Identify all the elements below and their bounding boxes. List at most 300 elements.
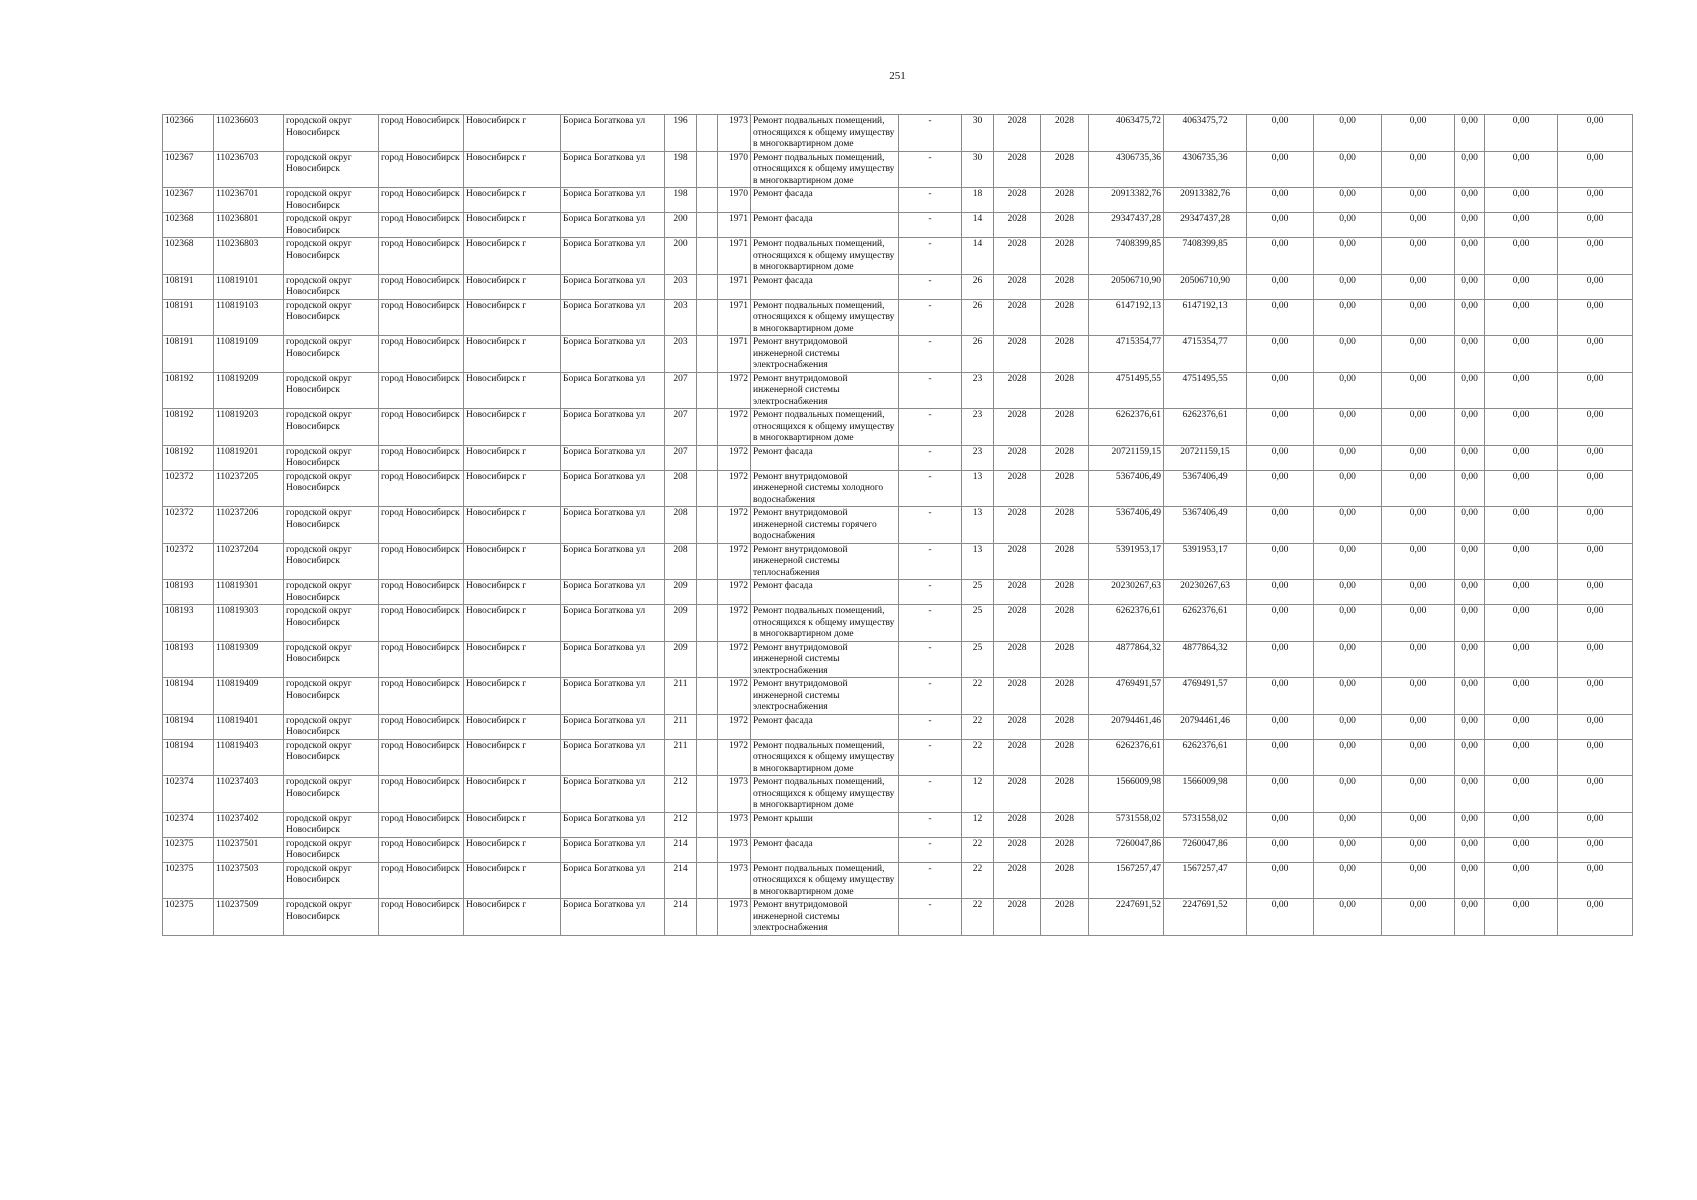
amount-cell: 0,00: [1382, 714, 1455, 739]
table-row: [163, 372, 1633, 409]
planned-year-start-cell: 2028: [994, 470, 1041, 507]
settlement-cell: город Новосибирск: [379, 543, 464, 580]
cost-sum-cell: 5391953,17: [1164, 543, 1247, 580]
house-number-cell: 198: [665, 188, 697, 213]
total-cost-cell: 5731558,02: [1089, 812, 1164, 837]
street-cell: Бориса Богаткова ул: [561, 543, 665, 580]
amount-cell: 0,00: [1485, 470, 1558, 507]
amount-cell: 0,00: [1558, 151, 1633, 188]
district-cell: городской округ Новосибирск: [284, 899, 379, 936]
cost-sum-cell: 7260047,86: [1164, 837, 1247, 862]
settlement-cell: город Новосибирск: [379, 714, 464, 739]
building-cell: [697, 641, 718, 678]
table-row: [163, 507, 1633, 544]
planned-year-end-cell: 2028: [1041, 714, 1089, 739]
dash-cell: -: [899, 776, 962, 813]
work-type-cell: Ремонт подвальных помещений, относящихся к общему имуществу в многоквартирном доме: [751, 776, 899, 813]
amount-cell: 0,00: [1485, 543, 1558, 580]
register-table: [162, 114, 1633, 936]
amount-cell: 0,00: [1558, 445, 1633, 470]
amount-cell: 0,00: [1314, 899, 1382, 936]
construction-year-cell: 1972: [718, 739, 751, 776]
table-row: [163, 336, 1633, 373]
amount-cell: 0,00: [1558, 213, 1633, 238]
count-cell: 26: [962, 299, 994, 336]
planned-year-end-cell: 2028: [1041, 678, 1089, 715]
amount-cell: 0,00: [1314, 678, 1382, 715]
construction-year-cell: 1973: [718, 837, 751, 862]
dash-cell: -: [899, 336, 962, 373]
amount-cell: 0,00: [1247, 605, 1314, 642]
city-cell: Новосибирск г: [464, 605, 561, 642]
construction-year-cell: 1971: [718, 336, 751, 373]
district-cell: городской округ Новосибирск: [284, 213, 379, 238]
total-cost-cell: 4877864,32: [1089, 641, 1164, 678]
settlement-cell: город Новосибирск: [379, 641, 464, 678]
code-cell: 110819203: [214, 409, 284, 446]
amount-cell: 0,00: [1558, 812, 1633, 837]
building-cell: [697, 115, 718, 152]
cost-sum-cell: 20794461,46: [1164, 714, 1247, 739]
planned-year-end-cell: 2028: [1041, 299, 1089, 336]
dash-cell: -: [899, 812, 962, 837]
construction-year-cell: 1970: [718, 188, 751, 213]
house-number-cell: 211: [665, 714, 697, 739]
planned-year-end-cell: 2028: [1041, 274, 1089, 299]
settlement-cell: город Новосибирск: [379, 837, 464, 862]
id-cell: 102372: [163, 470, 214, 507]
amount-cell: 0,00: [1558, 899, 1633, 936]
total-cost-cell: 4751495,55: [1089, 372, 1164, 409]
planned-year-end-cell: 2028: [1041, 641, 1089, 678]
planned-year-start-cell: 2028: [994, 445, 1041, 470]
work-type-cell: Ремонт подвальных помещений, относящихся к общему имуществу в многоквартирном доме: [751, 151, 899, 188]
dash-cell: -: [899, 678, 962, 715]
construction-year-cell: 1972: [718, 641, 751, 678]
amount-cell: 0,00: [1247, 372, 1314, 409]
amount-cell: 0,00: [1382, 543, 1455, 580]
amount-cell: 0,00: [1382, 213, 1455, 238]
district-cell: городской округ Новосибирск: [284, 739, 379, 776]
count-cell: 13: [962, 543, 994, 580]
dash-cell: -: [899, 238, 962, 275]
amount-cell: 0,00: [1247, 776, 1314, 813]
street-cell: Бориса Богаткова ул: [561, 238, 665, 275]
amount-cell: 0,00: [1485, 678, 1558, 715]
total-cost-cell: 7260047,86: [1089, 837, 1164, 862]
count-cell: 25: [962, 641, 994, 678]
code-cell: 110237509: [214, 899, 284, 936]
dash-cell: -: [899, 605, 962, 642]
code-cell: 110819409: [214, 678, 284, 715]
construction-year-cell: 1972: [718, 714, 751, 739]
house-number-cell: 212: [665, 776, 697, 813]
cost-sum-cell: 6262376,61: [1164, 739, 1247, 776]
id-cell: 102368: [163, 213, 214, 238]
amount-cell: 0,00: [1558, 641, 1633, 678]
amount-cell: 0,00: [1382, 580, 1455, 605]
work-type-cell: Ремонт внутридомовой инженерной системы электроснабжения: [751, 899, 899, 936]
city-cell: Новосибирск г: [464, 739, 561, 776]
amount-cell: 0,00: [1247, 238, 1314, 275]
construction-year-cell: 1973: [718, 862, 751, 899]
amount-cell: 0,00: [1247, 641, 1314, 678]
planned-year-end-cell: 2028: [1041, 238, 1089, 275]
table-row: [163, 188, 1633, 213]
table-row: [163, 899, 1633, 936]
house-number-cell: 203: [665, 274, 697, 299]
cost-sum-cell: 7408399,85: [1164, 238, 1247, 275]
total-cost-cell: 7408399,85: [1089, 238, 1164, 275]
amount-cell: 0,00: [1485, 899, 1558, 936]
amount-cell: 0,00: [1382, 641, 1455, 678]
amount-cell: 0,00: [1314, 605, 1382, 642]
city-cell: Новосибирск г: [464, 299, 561, 336]
amount-cell: 0,00: [1382, 605, 1455, 642]
total-cost-cell: 6262376,61: [1089, 605, 1164, 642]
construction-year-cell: 1971: [718, 213, 751, 238]
amount-cell: 0,00: [1558, 605, 1633, 642]
code-cell: 110819209: [214, 372, 284, 409]
amount-cell: 0,00: [1247, 507, 1314, 544]
amount-cell: 0,00: [1455, 605, 1485, 642]
dash-cell: -: [899, 862, 962, 899]
amount-cell: 0,00: [1314, 837, 1382, 862]
amount-cell: 0,00: [1314, 274, 1382, 299]
code-cell: 110819103: [214, 299, 284, 336]
amount-cell: 0,00: [1247, 409, 1314, 446]
amount-cell: 0,00: [1382, 188, 1455, 213]
planned-year-end-cell: 2028: [1041, 409, 1089, 446]
count-cell: 25: [962, 580, 994, 605]
cost-sum-cell: 6262376,61: [1164, 409, 1247, 446]
settlement-cell: город Новосибирск: [379, 409, 464, 446]
street-cell: Бориса Богаткова ул: [561, 372, 665, 409]
work-type-cell: Ремонт фасада: [751, 188, 899, 213]
work-type-cell: Ремонт подвальных помещений, относящихся к общему имуществу в многоквартирном доме: [751, 739, 899, 776]
city-cell: Новосибирск г: [464, 115, 561, 152]
work-type-cell: Ремонт подвальных помещений, относящихся к общему имуществу в многоквартирном доме: [751, 238, 899, 275]
planned-year-start-cell: 2028: [994, 507, 1041, 544]
cost-sum-cell: 4877864,32: [1164, 641, 1247, 678]
amount-cell: 0,00: [1485, 641, 1558, 678]
amount-cell: 0,00: [1558, 862, 1633, 899]
building-cell: [697, 837, 718, 862]
count-cell: 22: [962, 899, 994, 936]
amount-cell: 0,00: [1485, 115, 1558, 152]
amount-cell: 0,00: [1455, 837, 1485, 862]
amount-cell: 0,00: [1558, 580, 1633, 605]
construction-year-cell: 1973: [718, 776, 751, 813]
dash-cell: -: [899, 213, 962, 238]
work-type-cell: Ремонт подвальных помещений, относящихся к общему имуществу в многоквартирном доме: [751, 299, 899, 336]
house-number-cell: 214: [665, 837, 697, 862]
planned-year-start-cell: 2028: [994, 739, 1041, 776]
id-cell: 102368: [163, 238, 214, 275]
count-cell: 22: [962, 837, 994, 862]
amount-cell: 0,00: [1558, 238, 1633, 275]
settlement-cell: город Новосибирск: [379, 274, 464, 299]
building-cell: [697, 188, 718, 213]
amount-cell: 0,00: [1455, 776, 1485, 813]
house-number-cell: 209: [665, 641, 697, 678]
house-number-cell: 203: [665, 299, 697, 336]
building-cell: [697, 812, 718, 837]
house-number-cell: 209: [665, 580, 697, 605]
table-row: [163, 409, 1633, 446]
amount-cell: 0,00: [1382, 372, 1455, 409]
total-cost-cell: 4063475,72: [1089, 115, 1164, 152]
street-cell: Бориса Богаткова ул: [561, 470, 665, 507]
count-cell: 14: [962, 238, 994, 275]
table-row: [163, 641, 1633, 678]
city-cell: Новосибирск г: [464, 899, 561, 936]
house-number-cell: 196: [665, 115, 697, 152]
city-cell: Новосибирск г: [464, 274, 561, 299]
amount-cell: 0,00: [1558, 470, 1633, 507]
amount-cell: 0,00: [1455, 739, 1485, 776]
planned-year-start-cell: 2028: [994, 605, 1041, 642]
table-row: [163, 714, 1633, 739]
amount-cell: 0,00: [1247, 336, 1314, 373]
amount-cell: 0,00: [1314, 409, 1382, 446]
dash-cell: -: [899, 543, 962, 580]
settlement-cell: город Новосибирск: [379, 445, 464, 470]
dash-cell: -: [899, 580, 962, 605]
settlement-cell: город Новосибирск: [379, 238, 464, 275]
id-cell: 108194: [163, 678, 214, 715]
code-cell: 110237206: [214, 507, 284, 544]
dash-cell: -: [899, 837, 962, 862]
planned-year-start-cell: 2028: [994, 678, 1041, 715]
house-number-cell: 200: [665, 213, 697, 238]
count-cell: 12: [962, 812, 994, 837]
amount-cell: 0,00: [1247, 470, 1314, 507]
amount-cell: 0,00: [1382, 507, 1455, 544]
id-cell: 108194: [163, 714, 214, 739]
house-number-cell: 208: [665, 543, 697, 580]
code-cell: 110819309: [214, 641, 284, 678]
amount-cell: 0,00: [1558, 274, 1633, 299]
amount-cell: 0,00: [1382, 862, 1455, 899]
district-cell: городской округ Новосибирск: [284, 299, 379, 336]
amount-cell: 0,00: [1485, 372, 1558, 409]
planned-year-end-cell: 2028: [1041, 507, 1089, 544]
amount-cell: 0,00: [1455, 238, 1485, 275]
id-cell: 108192: [163, 445, 214, 470]
total-cost-cell: 6262376,61: [1089, 739, 1164, 776]
amount-cell: 0,00: [1558, 776, 1633, 813]
building-cell: [697, 238, 718, 275]
amount-cell: 0,00: [1382, 470, 1455, 507]
code-cell: 110236803: [214, 238, 284, 275]
id-cell: 108192: [163, 372, 214, 409]
count-cell: 23: [962, 372, 994, 409]
amount-cell: 0,00: [1455, 862, 1485, 899]
amount-cell: 0,00: [1314, 115, 1382, 152]
construction-year-cell: 1971: [718, 238, 751, 275]
dash-cell: -: [899, 188, 962, 213]
building-cell: [697, 899, 718, 936]
street-cell: Бориса Богаткова ул: [561, 445, 665, 470]
total-cost-cell: 6147192,13: [1089, 299, 1164, 336]
code-cell: 110236701: [214, 188, 284, 213]
building-cell: [697, 470, 718, 507]
id-cell: 102375: [163, 837, 214, 862]
id-cell: 102372: [163, 507, 214, 544]
planned-year-start-cell: 2028: [994, 188, 1041, 213]
street-cell: Бориса Богаткова ул: [561, 862, 665, 899]
planned-year-start-cell: 2028: [994, 274, 1041, 299]
count-cell: 14: [962, 213, 994, 238]
cost-sum-cell: 20721159,15: [1164, 445, 1247, 470]
dash-cell: -: [899, 372, 962, 409]
settlement-cell: город Новосибирск: [379, 899, 464, 936]
settlement-cell: город Новосибирск: [379, 507, 464, 544]
planned-year-start-cell: 2028: [994, 714, 1041, 739]
amount-cell: 0,00: [1382, 238, 1455, 275]
id-cell: 102375: [163, 862, 214, 899]
district-cell: городской округ Новосибирск: [284, 151, 379, 188]
amount-cell: 0,00: [1485, 409, 1558, 446]
count-cell: 26: [962, 336, 994, 373]
settlement-cell: город Новосибирск: [379, 336, 464, 373]
settlement-cell: город Новосибирск: [379, 213, 464, 238]
total-cost-cell: 4769491,57: [1089, 678, 1164, 715]
amount-cell: 0,00: [1314, 812, 1382, 837]
settlement-cell: город Новосибирск: [379, 470, 464, 507]
construction-year-cell: 1973: [718, 812, 751, 837]
cost-sum-cell: 20230267,63: [1164, 580, 1247, 605]
amount-cell: 0,00: [1485, 445, 1558, 470]
construction-year-cell: 1972: [718, 580, 751, 605]
amount-cell: 0,00: [1247, 899, 1314, 936]
page-number: 251: [889, 70, 906, 82]
cost-sum-cell: 6262376,61: [1164, 605, 1247, 642]
amount-cell: 0,00: [1485, 776, 1558, 813]
city-cell: Новосибирск г: [464, 151, 561, 188]
amount-cell: 0,00: [1314, 543, 1382, 580]
city-cell: Новосибирск г: [464, 372, 561, 409]
total-cost-cell: 29347437,28: [1089, 213, 1164, 238]
work-type-cell: Ремонт фасада: [751, 445, 899, 470]
street-cell: Бориса Богаткова ул: [561, 213, 665, 238]
count-cell: 23: [962, 409, 994, 446]
amount-cell: 0,00: [1314, 213, 1382, 238]
planned-year-start-cell: 2028: [994, 115, 1041, 152]
street-cell: Бориса Богаткова ул: [561, 274, 665, 299]
count-cell: 13: [962, 470, 994, 507]
work-type-cell: Ремонт фасада: [751, 714, 899, 739]
amount-cell: 0,00: [1455, 336, 1485, 373]
code-cell: 110237503: [214, 862, 284, 899]
house-number-cell: 209: [665, 605, 697, 642]
building-cell: [697, 445, 718, 470]
id-cell: 108192: [163, 409, 214, 446]
table-row: [163, 543, 1633, 580]
cost-sum-cell: 4769491,57: [1164, 678, 1247, 715]
amount-cell: 0,00: [1485, 213, 1558, 238]
planned-year-start-cell: 2028: [994, 812, 1041, 837]
settlement-cell: город Новосибирск: [379, 151, 464, 188]
amount-cell: 0,00: [1247, 678, 1314, 715]
street-cell: Бориса Богаткова ул: [561, 580, 665, 605]
planned-year-start-cell: 2028: [994, 336, 1041, 373]
work-type-cell: Ремонт подвальных помещений, относящихся к общему имуществу в многоквартирном доме: [751, 115, 899, 152]
planned-year-start-cell: 2028: [994, 213, 1041, 238]
district-cell: городской округ Новосибирск: [284, 188, 379, 213]
dash-cell: -: [899, 641, 962, 678]
city-cell: Новосибирск г: [464, 776, 561, 813]
count-cell: 18: [962, 188, 994, 213]
id-cell: 108193: [163, 580, 214, 605]
house-number-cell: 207: [665, 372, 697, 409]
work-type-cell: Ремонт внутридомовой инженерной системы теплоснабжения: [751, 543, 899, 580]
work-type-cell: Ремонт внутридомовой инженерной системы электроснабжения: [751, 336, 899, 373]
cost-sum-cell: 20913382,76: [1164, 188, 1247, 213]
cost-sum-cell: 6147192,13: [1164, 299, 1247, 336]
work-type-cell: Ремонт подвальных помещений, относящихся к общему имуществу в многоквартирном доме: [751, 409, 899, 446]
amount-cell: 0,00: [1382, 837, 1455, 862]
building-cell: [697, 776, 718, 813]
building-cell: [697, 299, 718, 336]
id-cell: 102374: [163, 776, 214, 813]
house-number-cell: 198: [665, 151, 697, 188]
construction-year-cell: 1971: [718, 274, 751, 299]
work-type-cell: Ремонт внутридомовой инженерной системы электроснабжения: [751, 678, 899, 715]
street-cell: Бориса Богаткова ул: [561, 641, 665, 678]
code-cell: 110819401: [214, 714, 284, 739]
cost-sum-cell: 1567257,47: [1164, 862, 1247, 899]
settlement-cell: город Новосибирск: [379, 115, 464, 152]
city-cell: Новосибирск г: [464, 641, 561, 678]
work-type-cell: Ремонт фасада: [751, 837, 899, 862]
district-cell: городской округ Новосибирск: [284, 372, 379, 409]
planned-year-end-cell: 2028: [1041, 445, 1089, 470]
house-number-cell: 207: [665, 445, 697, 470]
amount-cell: 0,00: [1485, 714, 1558, 739]
amount-cell: 0,00: [1382, 739, 1455, 776]
amount-cell: 0,00: [1485, 812, 1558, 837]
construction-year-cell: 1972: [718, 470, 751, 507]
id-cell: 102366: [163, 115, 214, 152]
amount-cell: 0,00: [1247, 188, 1314, 213]
street-cell: Бориса Богаткова ул: [561, 714, 665, 739]
amount-cell: 0,00: [1455, 507, 1485, 544]
district-cell: городской округ Новосибирск: [284, 507, 379, 544]
construction-year-cell: 1970: [718, 151, 751, 188]
amount-cell: 0,00: [1455, 299, 1485, 336]
amount-cell: 0,00: [1455, 115, 1485, 152]
dash-cell: -: [899, 899, 962, 936]
building-cell: [697, 580, 718, 605]
amount-cell: 0,00: [1455, 641, 1485, 678]
dash-cell: -: [899, 274, 962, 299]
count-cell: 22: [962, 678, 994, 715]
street-cell: Бориса Богаткова ул: [561, 151, 665, 188]
planned-year-start-cell: 2028: [994, 543, 1041, 580]
id-cell: 102375: [163, 899, 214, 936]
cost-sum-cell: 4715354,77: [1164, 336, 1247, 373]
amount-cell: 0,00: [1558, 739, 1633, 776]
amount-cell: 0,00: [1314, 862, 1382, 899]
id-cell: 108191: [163, 274, 214, 299]
cost-sum-cell: 1566009,98: [1164, 776, 1247, 813]
city-cell: Новосибирск г: [464, 409, 561, 446]
amount-cell: 0,00: [1485, 299, 1558, 336]
construction-year-cell: 1972: [718, 605, 751, 642]
id-cell: 102372: [163, 543, 214, 580]
